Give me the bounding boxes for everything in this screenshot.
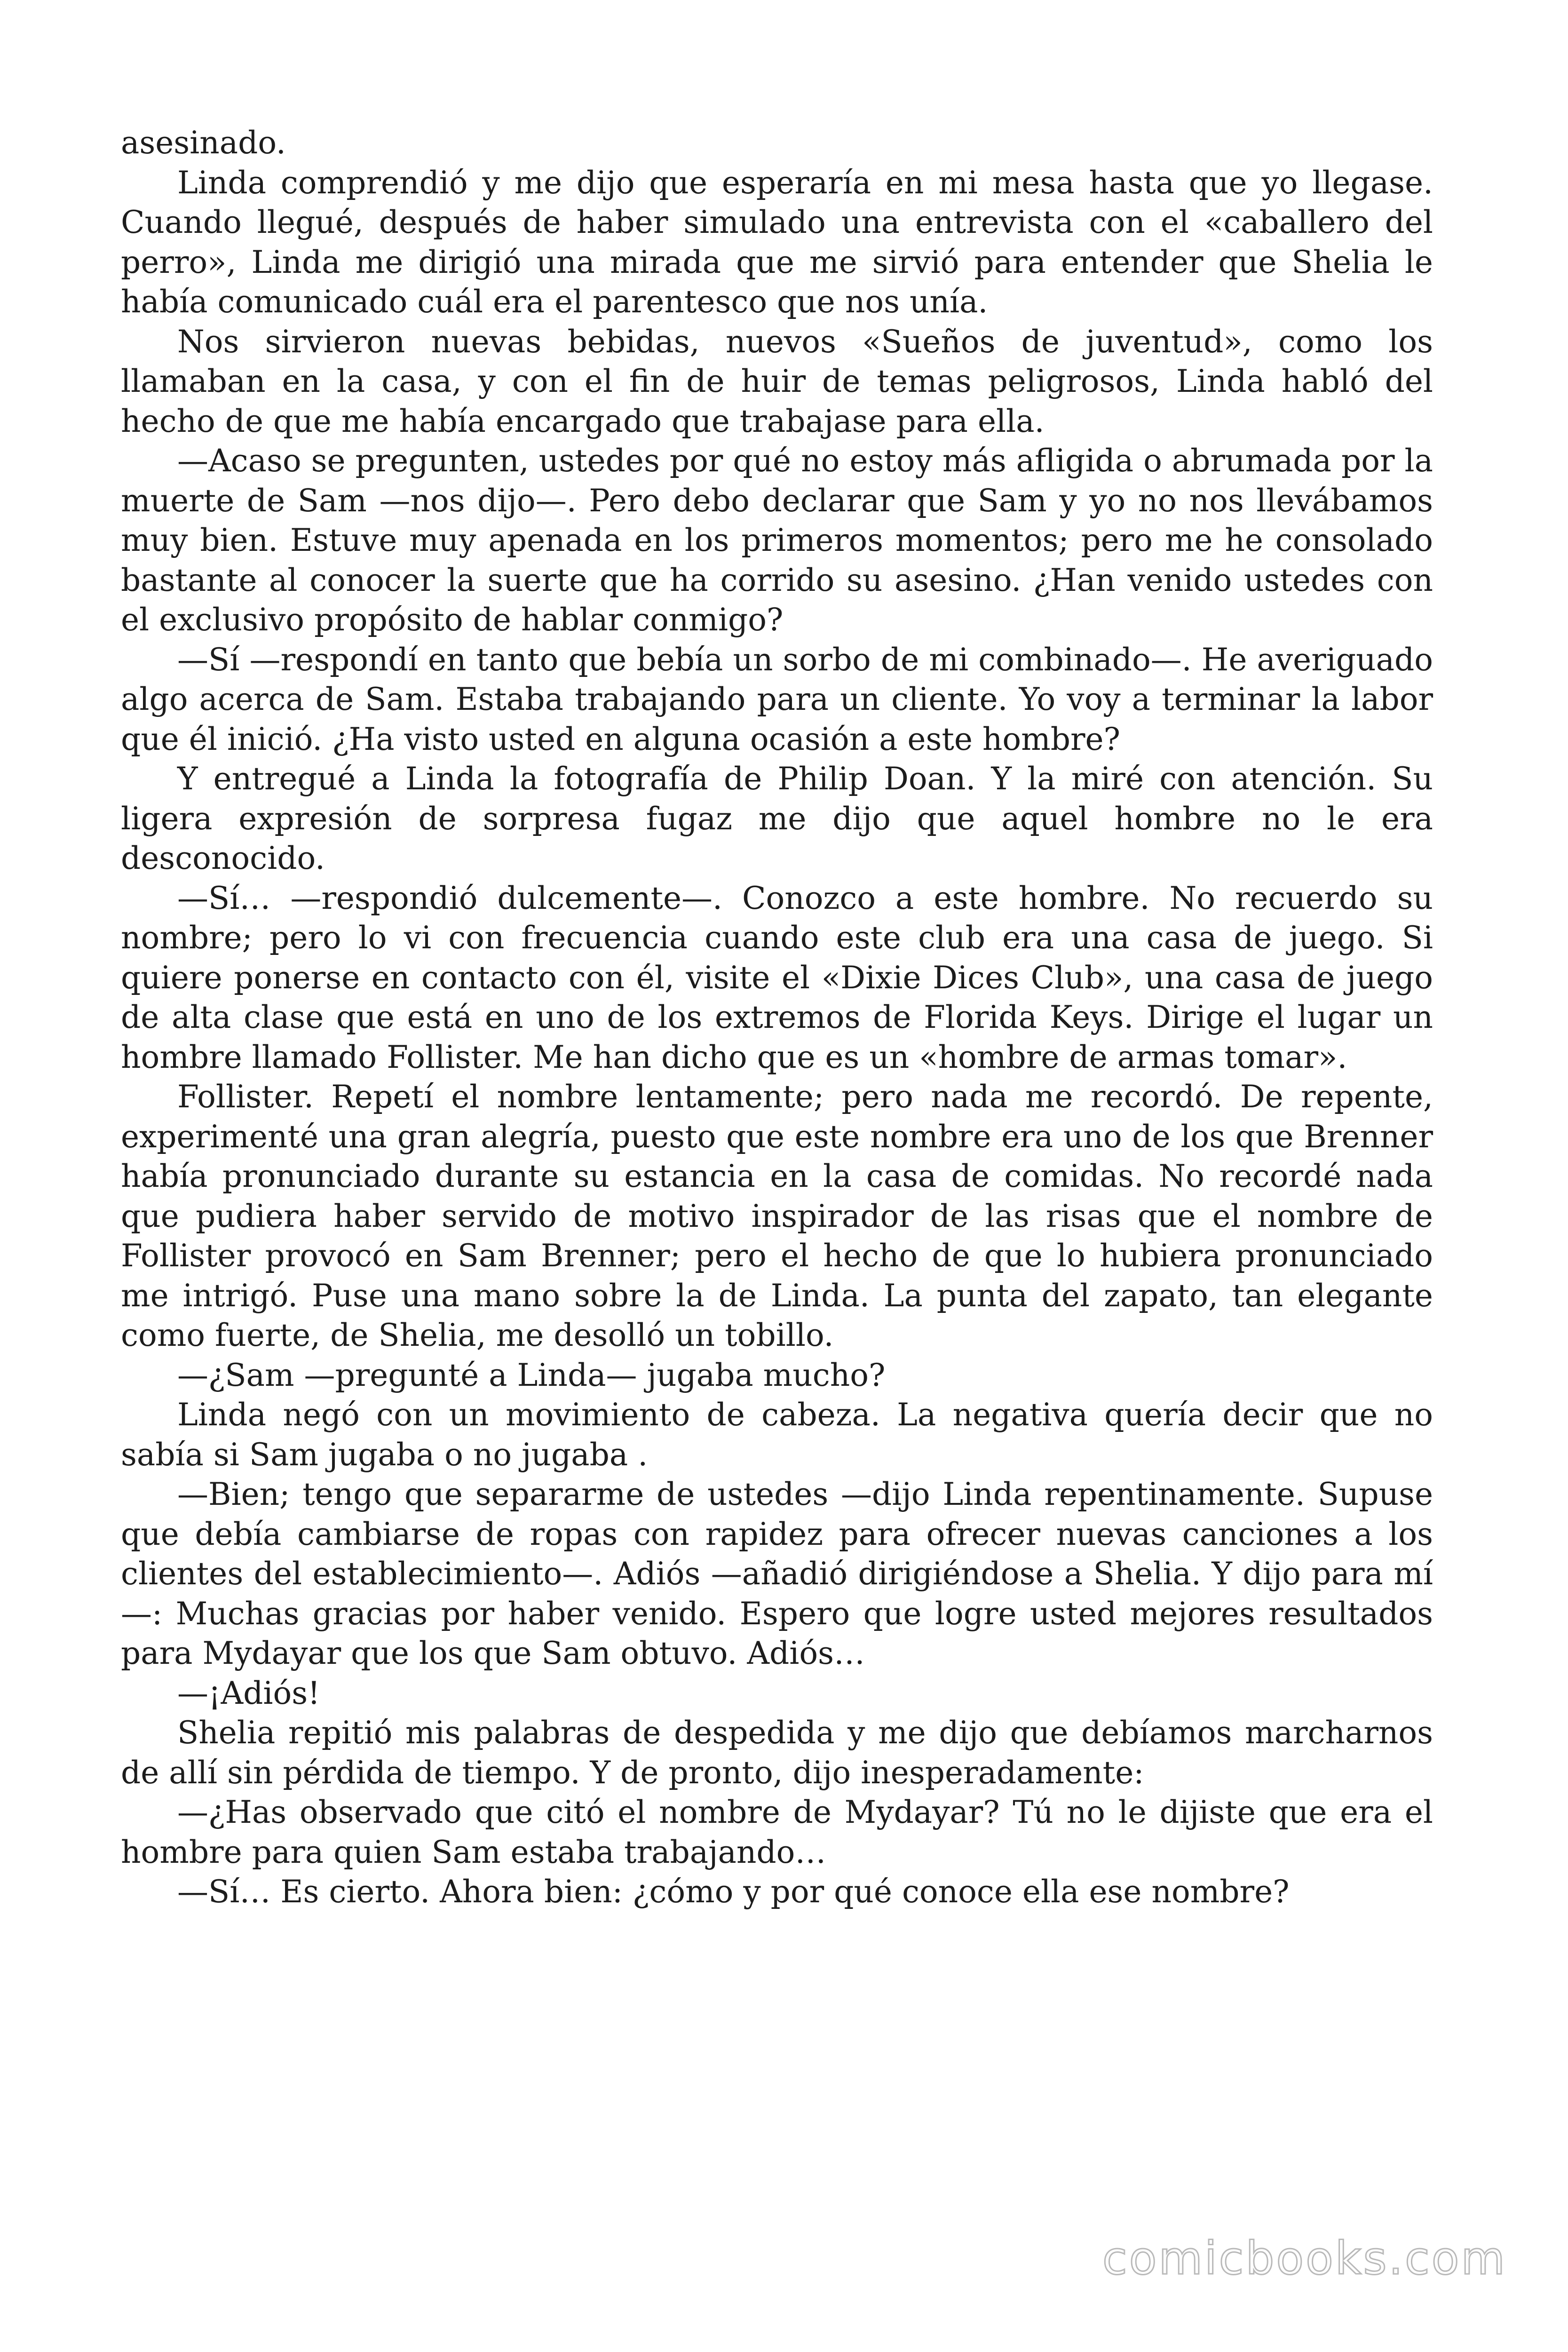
paragraph: Shelia repitió mis palabras de despedida y me dijo que debíamos marcharnos de allí sin pérdida de tiempo. Y de pronto, dijo inesperadamente:	[121, 1715, 1433, 1791]
paragraph: —Bien; tengo que separarme de ustedes —dijo Linda repentinamente. Supuse que debía cambiarse de ropas con rapidez para ofrecer nuevas canciones a los clientes del establecimiento—. Adiós —añadió dirigiéndose a Shelia. Y dijo para mí—: Muchas gracias por haber venido. Espero que logre usted mejores resultados para Mydayar que los que Sam obtuvo. Adiós…	[121, 1476, 1433, 1671]
paragraph: —Acaso se pregunten, ustedes por qué no estoy más afligida o abrumada por la muerte de Sam —nos dijo—. Pero debo declarar que Sam y yo no nos llevábamos muy bien. Estuve muy apenada en los primeros momentos; pero me he consolado bastante al conocer la suerte que ha corrido su asesino. ¿Han venido ustedes con el exclusivo propósito de hablar conmigo?	[121, 443, 1433, 638]
paragraph: Nos sirvieron nuevas bebidas, nuevos «Sueños de juventud», como los llamaban en la casa, y con el fin de huir de temas peligrosos, Linda habló del hecho de que me había encargado que trabajase para ella.	[121, 323, 1433, 439]
paragraph: Follister. Repetí el nombre lentamente; pero nada me recordó. De repente, experimenté una gran alegría, puesto que este nombre era uno de los que Brenner había pronunciado durante su estancia en la casa de comidas. No recordé nada que pudiera haber servido de motivo inspirador de las risas que el nombre de Follister provocó en Sam Brenner; pero el hecho de que lo hubiera pronunciado me intrigó. Puse una mano sobre la de Linda. La punta del zapato, tan elegante como fuerte, de Shelia, me desolló un tobillo.	[121, 1079, 1433, 1353]
paragraph: —¡Adiós!	[177, 1675, 320, 1711]
paragraph: —Sí… —respondió dulcemente—. Conozco a este hombre. No recuerdo su nombre; pero lo vi con frecuencia cuando este club era una casa de juego. Si quiere ponerse en contacto con él, visite el «Dixie Dices Club», una casa de juego de alta clase que está en uno de los extremos de Florida Keys. Dirige el lugar un hombre llamado Follister. Me han dicho que es un «hombre de armas tomar».	[121, 880, 1433, 1075]
paragraph: Y entregué a Linda la fotografía de Philip Doan. Y la miré con atención. Su ligera expresión de sorpresa fugaz me dijo que aquel hombre no le era desconocido.	[121, 761, 1433, 876]
paragraph: —¿Has observado que citó el nombre de Mydayar? Tú no le dijiste que era el hombre para quien Sam estaba trabajando…	[121, 1794, 1433, 1870]
document-body	[121, 123, 1433, 1912]
paragraph: —Sí… Es cierto. Ahora bien: ¿cómo y por qué conoce ella ese nombre?	[177, 1874, 1290, 1910]
watermark: comicbooks.com	[1102, 2232, 1507, 2285]
paragraph: —Sí —respondí en tanto que bebía un sorbo de mi combinado—. He averiguado algo acerca de Sam. Estaba trabajando para un cliente. Yo voy a terminar la labor que él inició. ¿Ha visto usted en alguna ocasión a este hombre?	[121, 641, 1433, 757]
paragraph: asesinado.	[121, 125, 286, 161]
paragraph: —¿Sam —pregunté a Linda— jugaba mucho?	[177, 1357, 886, 1393]
paragraph: Linda negó con un movimiento de cabeza. La negativa quería decir que no sabía si Sam jugaba o no jugaba .	[121, 1397, 1433, 1473]
paragraph: Linda comprendió y me dijo que esperaría en mi mesa hasta que yo llegase. Cuando llegué, después de haber simulado una entrevista con el «caballero del perro», Linda me dirigió una mirada que me sirvió para entender que Shelia le había comunicado cuál era el parentesco que nos unía.	[121, 164, 1433, 320]
